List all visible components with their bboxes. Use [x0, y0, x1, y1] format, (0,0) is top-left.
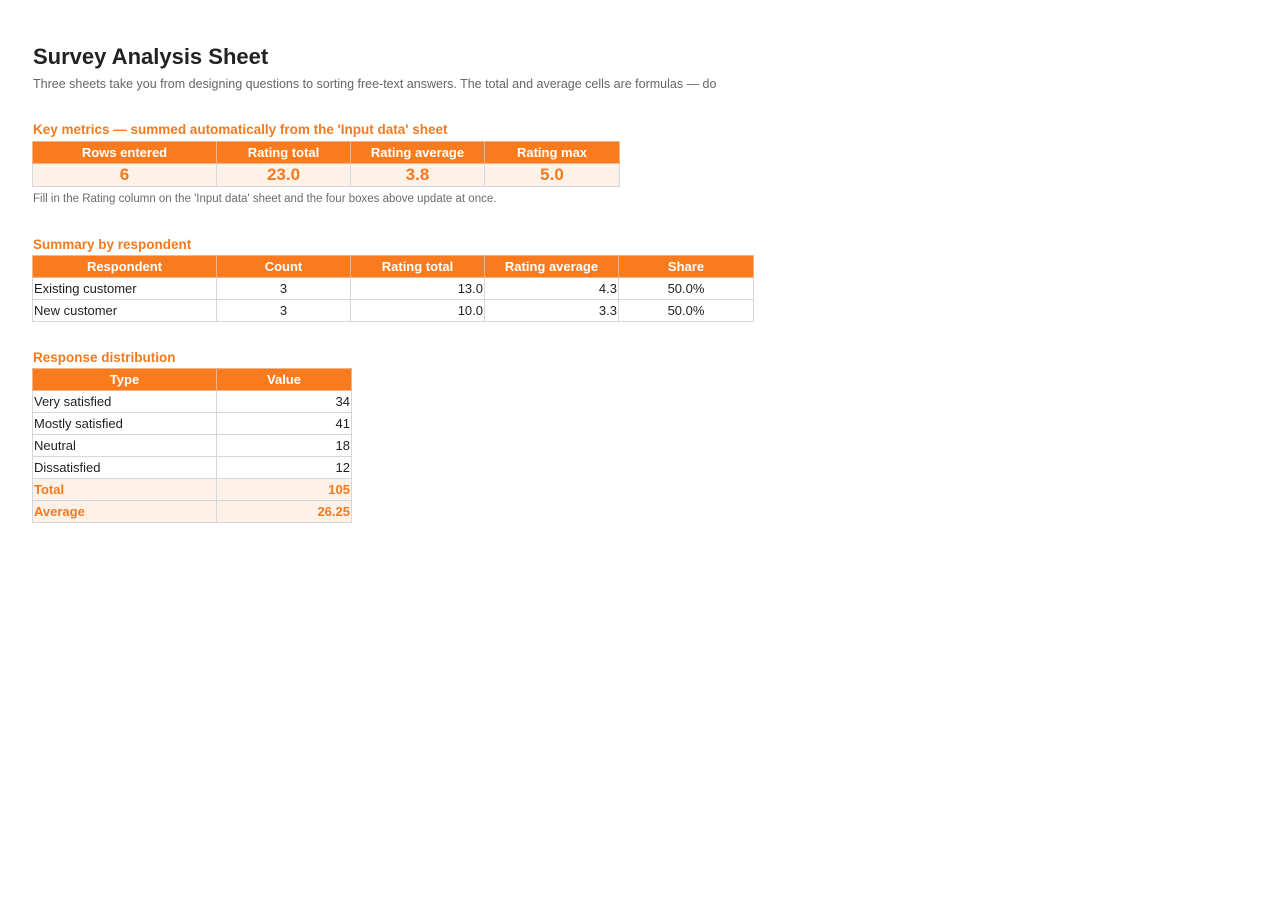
key-metrics-header-row	[33, 142, 620, 164]
cell-rating-total[interactable]: 13.0	[351, 278, 485, 300]
total-row	[33, 479, 352, 501]
header-cell-rating-total[interactable]: Rating total	[351, 256, 485, 278]
header-cell-rating-total[interactable]: Rating total	[217, 142, 351, 164]
total-value[interactable]: 105	[217, 479, 352, 501]
header-cell-rating-average[interactable]: Rating average	[351, 142, 485, 164]
header-cell-type[interactable]: Type	[33, 369, 217, 391]
header-cell-share[interactable]: Share	[619, 256, 754, 278]
summary-title: Summary by respondent	[33, 237, 192, 252]
table-row	[33, 300, 754, 322]
cell-value[interactable]: 34	[217, 391, 352, 413]
page-subtitle: Three sheets take you from designing questions to sorting free-text answers. The total and average cells are formulas — do	[33, 77, 717, 91]
cell-respondent[interactable]: Existing customer	[33, 278, 217, 300]
cell-rating-total[interactable]: 10.0	[351, 300, 485, 322]
metric-rating-average[interactable]: 3.8	[351, 164, 485, 187]
cell-type[interactable]: Mostly satisfied	[33, 413, 217, 435]
key-metrics-table	[32, 141, 620, 187]
cell-count[interactable]: 3	[217, 300, 351, 322]
header-cell-count[interactable]: Count	[217, 256, 351, 278]
metric-rows-entered[interactable]: 6	[33, 164, 217, 187]
header-cell-respondent[interactable]: Respondent	[33, 256, 217, 278]
cell-count[interactable]: 3	[217, 278, 351, 300]
header-cell-rating-max[interactable]: Rating max	[485, 142, 620, 164]
cell-share[interactable]: 50.0%	[619, 278, 754, 300]
table-row	[33, 435, 352, 457]
cell-rating-average[interactable]: 3.3	[485, 300, 619, 322]
distribution-header-row	[33, 369, 352, 391]
key-metrics-title: Key metrics — summed automatically from the 'Input data' sheet	[33, 122, 448, 137]
cell-value[interactable]: 41	[217, 413, 352, 435]
key-metrics-note: Fill in the Rating column on the 'Input data' sheet and the four boxes above update at once.	[33, 193, 497, 205]
cell-type[interactable]: Very satisfied	[33, 391, 217, 413]
table-row	[33, 457, 352, 479]
header-cell-rating-average[interactable]: Rating average	[485, 256, 619, 278]
table-row	[33, 391, 352, 413]
cell-value[interactable]: 12	[217, 457, 352, 479]
average-row	[33, 501, 352, 523]
cell-value[interactable]: 18	[217, 435, 352, 457]
summary-table	[32, 255, 754, 322]
key-metrics-value-row	[33, 164, 620, 187]
average-value[interactable]: 26.25	[217, 501, 352, 523]
distribution-table	[32, 368, 352, 523]
distribution-title: Response distribution	[33, 350, 176, 365]
cell-rating-average[interactable]: 4.3	[485, 278, 619, 300]
header-cell-value[interactable]: Value	[217, 369, 352, 391]
cell-type[interactable]: Dissatisfied	[33, 457, 217, 479]
cell-share[interactable]: 50.0%	[619, 300, 754, 322]
metric-rating-total[interactable]: 23.0	[217, 164, 351, 187]
average-label[interactable]: Average	[33, 501, 217, 523]
cell-type[interactable]: Neutral	[33, 435, 217, 457]
header-cell-rows-entered[interactable]: Rows entered	[33, 142, 217, 164]
summary-header-row	[33, 256, 754, 278]
metric-rating-max[interactable]: 5.0	[485, 164, 620, 187]
cell-respondent[interactable]: New customer	[33, 300, 217, 322]
page-title: Survey Analysis Sheet	[33, 44, 269, 69]
table-row	[33, 278, 754, 300]
total-label[interactable]: Total	[33, 479, 217, 501]
table-row	[33, 413, 352, 435]
